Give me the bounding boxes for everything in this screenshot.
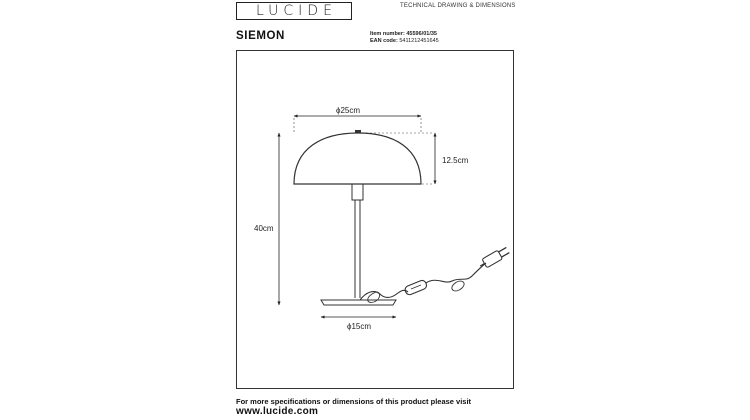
total-height-label: 40cm <box>254 224 274 233</box>
lamp-base <box>321 300 396 305</box>
lamp-neck <box>352 184 363 200</box>
lamp-shade <box>294 133 421 184</box>
item-number-label: Item number: <box>370 31 405 37</box>
item-number-value: 45596/01/35 <box>406 31 437 37</box>
inline-switch <box>404 279 428 296</box>
base-diameter-label: ϕ15cm <box>347 322 372 331</box>
cord-loop <box>368 281 464 302</box>
plug-icon <box>478 246 511 271</box>
power-cord <box>360 263 486 300</box>
product-name: SIEMON <box>236 30 285 42</box>
ean-code-value: 5411212451645 <box>399 38 439 44</box>
shade-cap <box>355 130 361 133</box>
ean-code-label: EAN code: <box>370 38 398 44</box>
brand-name: LUCIDE <box>256 3 337 19</box>
website-link[interactable]: www.lucide.com <box>236 406 319 417</box>
footer-note: For more specifications or dimensions of this product please visit <box>236 397 472 406</box>
document-title: TECHNICAL DRAWING & DIMENSIONS <box>400 3 516 9</box>
shade-height-label: 12.5cm <box>442 156 469 165</box>
shade-diameter-label: ϕ25cm <box>336 106 361 115</box>
